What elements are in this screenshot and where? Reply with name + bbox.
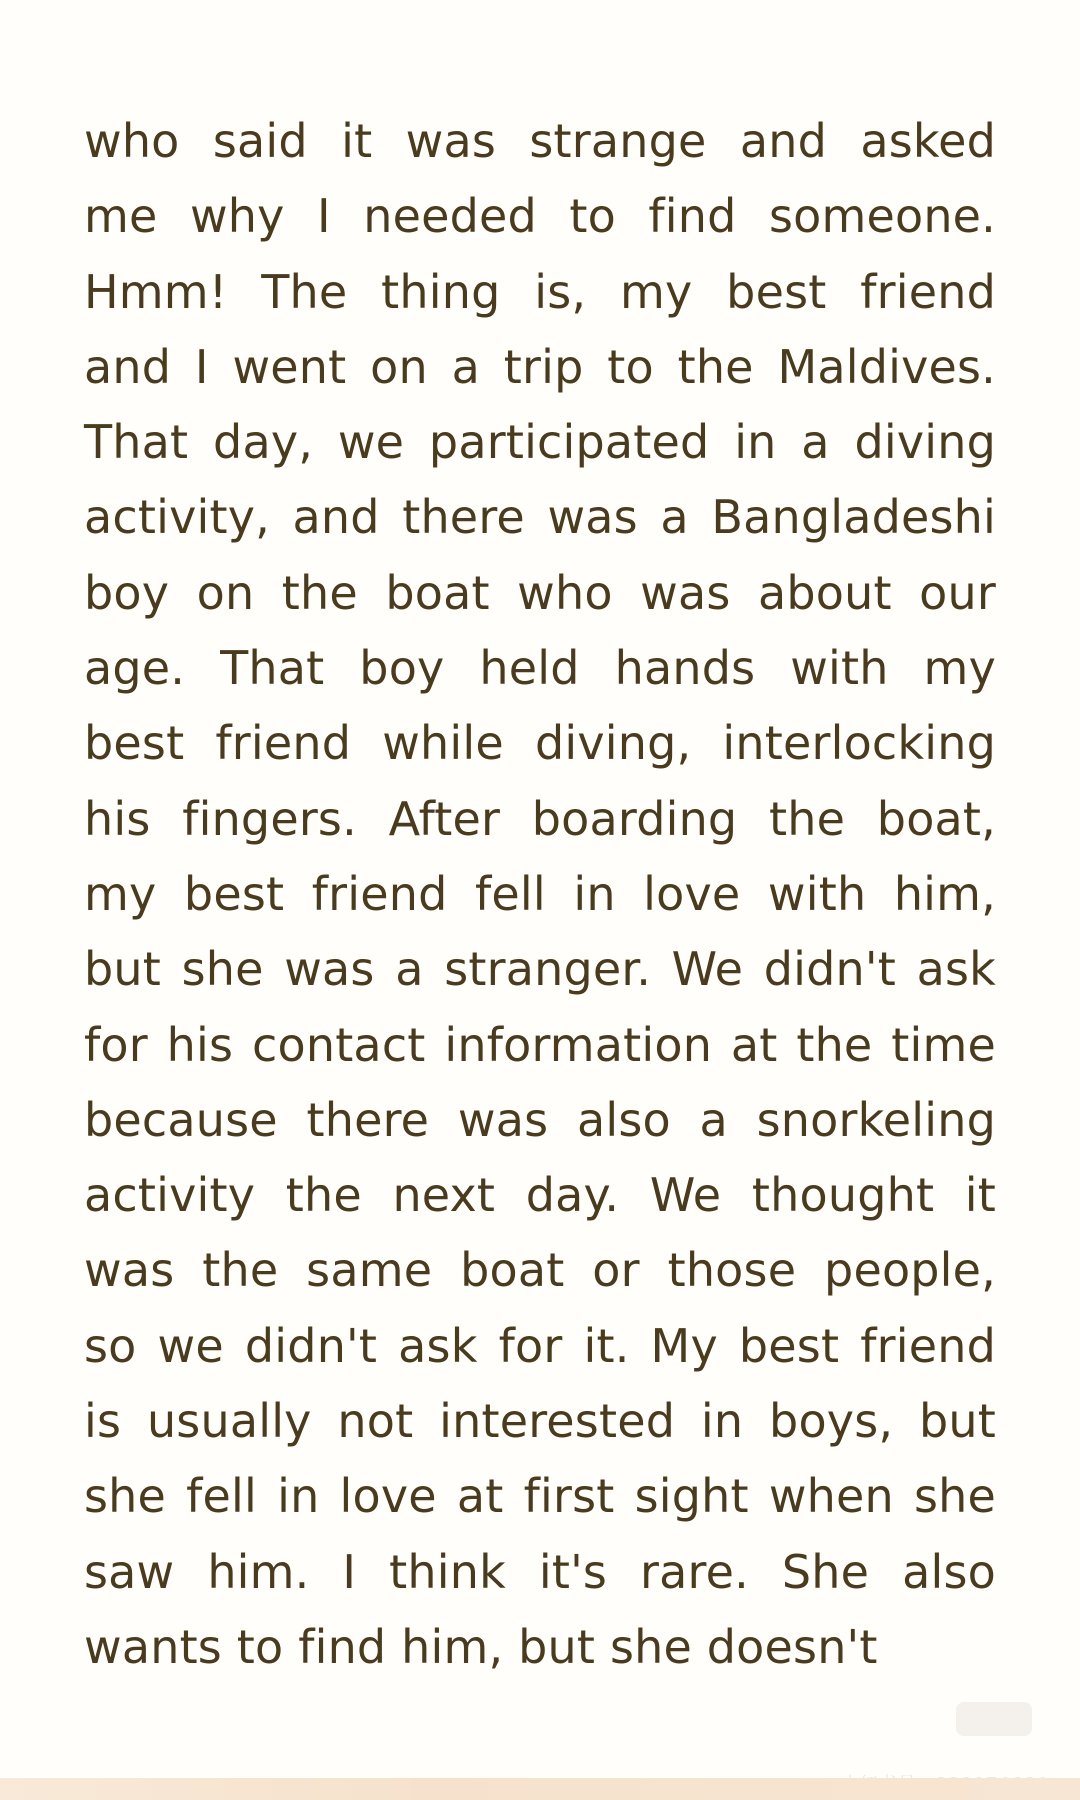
text-line: is usually not interested in boys, but (84, 1394, 996, 1449)
text-line: me why I needed to find someone. (84, 189, 996, 244)
post-body-text (84, 104, 996, 1685)
text-line: my best friend fell in love with him, (84, 866, 996, 921)
text-line: activity, and there was a Bangladeshi (84, 490, 996, 545)
text-line: so we didn't ask for it. My best friend (84, 1318, 996, 1373)
text-line: saw him. I think it's rare. She also (84, 1544, 996, 1599)
text-line: Hmm! The thing is, my best friend (84, 264, 996, 319)
text-line: That day, we participated in a diving (84, 415, 996, 470)
text-line-last: wants to find him, but she doesn't (84, 1619, 878, 1674)
text-line: because there was also a snorkeling (84, 1092, 996, 1147)
text-line: who said it was strange and asked (84, 114, 996, 168)
bottom-strip (0, 1778, 1080, 1800)
text-line: age. That boy held hands with my (84, 641, 996, 696)
text-line: but she was a stranger. We didn't ask (84, 942, 996, 997)
text-line: best friend while diving, interlocking (84, 716, 996, 771)
text-line: for his contact information at the time (84, 1017, 996, 1072)
text-line: boy on the boat who was about our (84, 565, 996, 620)
text-line: activity the next day. We thought it (84, 1168, 996, 1223)
text-line: was the same boat or those people, (84, 1243, 996, 1298)
watermark-logo (956, 1702, 1032, 1736)
text-line: she fell in love at first sight when she (84, 1469, 996, 1524)
text-line: and I went on a trip to the Maldives. (84, 339, 996, 394)
text-line: his fingers. After boarding the boat, (84, 791, 996, 846)
